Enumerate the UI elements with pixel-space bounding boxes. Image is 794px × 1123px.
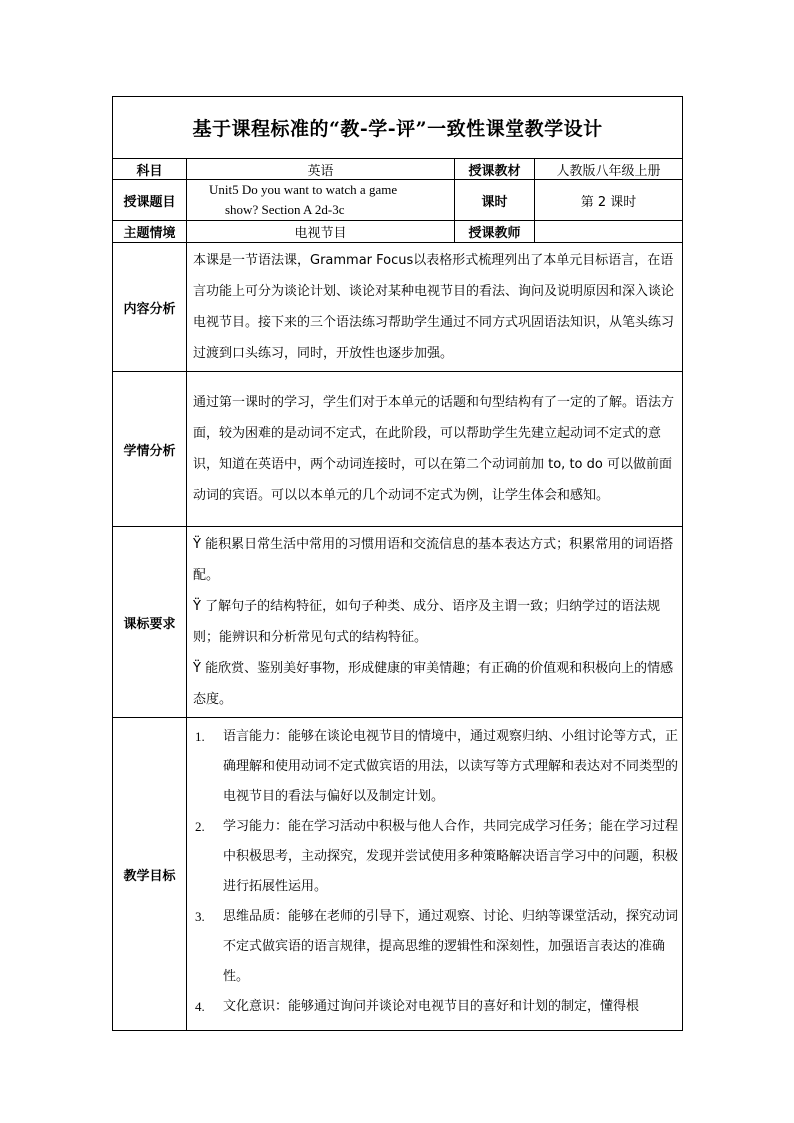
teacher-label: 授课教师	[455, 221, 535, 243]
objective-item	[187, 992, 678, 1022]
theme-row	[113, 221, 683, 243]
subject-value: 英语	[187, 159, 455, 180]
topic-line-1: Unit5 Do you want to watch a game	[209, 182, 398, 197]
lesson-design-table	[112, 96, 683, 1031]
standards-row	[113, 527, 683, 718]
objective-text: 文化意识：能够通过询问并谈论对电视节目的喜好和计划的制定，懂得根	[223, 999, 640, 1014]
page-title: 基于课程标准的“教-学-评”一致性课堂教学设计	[113, 97, 683, 159]
standard-item: Ÿ 能积累日常生活中常用的习惯用语和交流信息的基本表达方式；积累常用的词语搭配。	[193, 537, 674, 583]
subject-row	[113, 159, 683, 180]
objective-text: 思维品质：能够在老师的引导下，通过观察、讨论、归纳等课堂活动，探究动词不定式做宾语的语言规律，提高思维的逻辑性和深刻性，加强语言表达的准确性。	[223, 909, 679, 984]
standards-list	[187, 527, 683, 718]
objective-number: 4.	[195, 999, 205, 1014]
objective-item	[187, 902, 678, 992]
objective-number: 1.	[195, 729, 205, 744]
learner-analysis-label: 学情分析	[113, 372, 187, 527]
objectives-row	[113, 718, 683, 1031]
content-analysis-label: 内容分析	[113, 243, 187, 372]
learner-analysis-paragraph: 通过第一课时的学习，学生们对于本单元的话题和句型结构有了一定的了解。语法方面，较为困难的是动词不定式，在此阶段，可以帮助学生先建立起动词不定式的意识，知道在英语中，两个动词连接时，可以在第二个动词前加 to, to do 可以做前面动词的宾语。可以以本单元的几个动词不定式为例，让学生体会和感知。	[193, 395, 675, 503]
period-value: 第 2 课时	[535, 180, 683, 221]
objective-item	[187, 722, 678, 812]
objective-number: 2.	[195, 819, 205, 834]
content-analysis-text	[187, 243, 683, 372]
objective-text: 语言能力：能够在谈论电视节目的情境中，通过观察归纳、小组讨论等方式，正确理解和使用动词不定式做宾语的用法，以读写等方式理解和表达对不同类型的电视节目的看法与偏好以及制定计划。	[223, 729, 679, 804]
subject-label: 科目	[113, 159, 187, 180]
standards-label: 课标要求	[113, 527, 187, 718]
standard-item: Ÿ 了解句子的结构特征，如句子种类、成分、语序及主谓一致；归纳学过的语法规则；能辨识和分析常见句式的结构特征。	[193, 599, 661, 645]
topic-label: 授课题目	[113, 180, 187, 221]
teacher-value	[535, 221, 683, 243]
topic-line-2: show? Section A 2d-3c	[225, 202, 345, 217]
objective-text: 学习能力：能在学习活动中积极与他人合作，共同完成学习任务；能在学习过程中积极思考，主动探究，发现并尝试使用多种策略解决语言学习中的问题，积极进行拓展性运用。	[223, 819, 679, 894]
textbook-value: 人教版八年级上册	[535, 159, 683, 180]
content-analysis-row	[113, 243, 683, 372]
learner-analysis-row	[113, 372, 683, 527]
objective-item	[187, 812, 678, 902]
objective-number: 3.	[195, 909, 205, 924]
objectives-label: 教学目标	[113, 718, 187, 1031]
period-label: 课时	[455, 180, 535, 221]
theme-value: 电视节目	[187, 221, 455, 243]
topic-value	[187, 180, 455, 221]
textbook-label: 授课教材	[455, 159, 535, 180]
title-row	[113, 97, 683, 159]
topic-row	[113, 180, 683, 221]
learner-analysis-text	[187, 372, 683, 527]
theme-label: 主题情境	[113, 221, 187, 243]
standard-item: Ÿ 能欣赏、鉴别美好事物，形成健康的审美情趣；有正确的价值观和积极向上的情感态度。	[193, 661, 674, 707]
objectives-list	[187, 718, 683, 1031]
content-analysis-paragraph: 本课是一节语法课，Grammar Focus以表格形式梳理列出了本单元目标语言，在语言功能上可分为谈论计划、谈论对某种电视节目的看法、询问及说明原因和深入谈论电视节目。接下来的三个语法练习帮助学生通过不同方式巩固语法知识，从笔头练习过渡到口头练习，同时，开放性也逐步加强。	[193, 253, 675, 361]
